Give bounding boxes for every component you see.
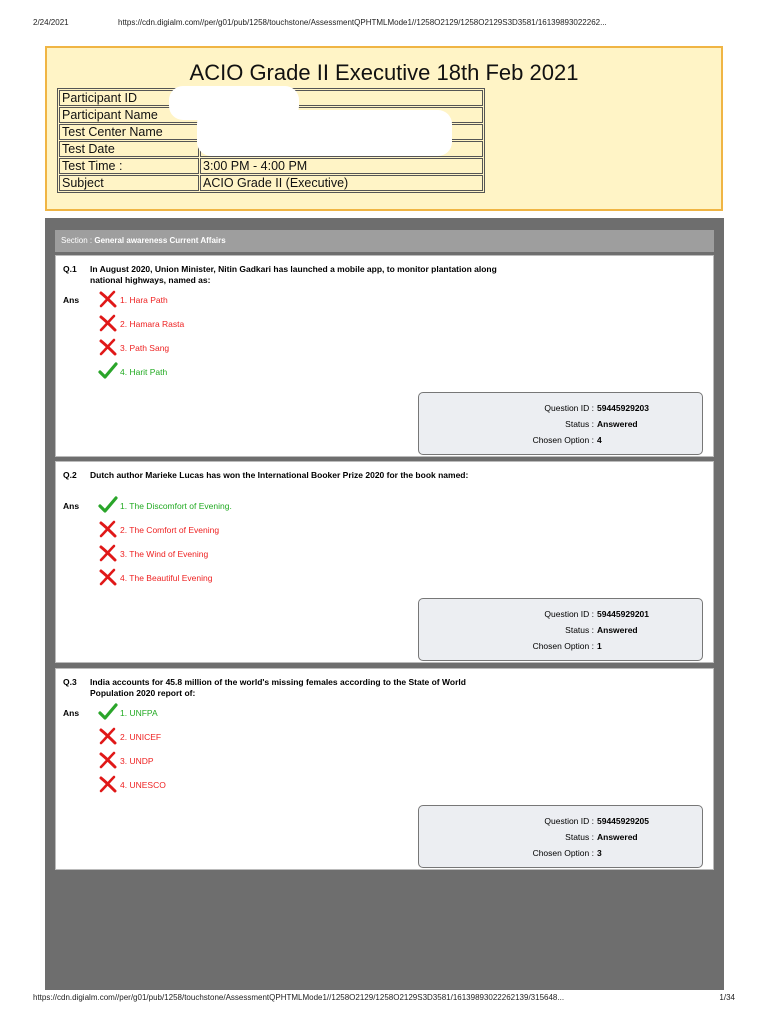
red-cross-icon	[98, 520, 120, 540]
option-text: 3. Path Sang	[120, 343, 170, 353]
green-check-icon	[98, 703, 120, 723]
answer-option	[98, 776, 166, 794]
section-bar	[55, 230, 714, 252]
info-label: Participant Name	[59, 107, 199, 123]
question-number: Q.1	[63, 264, 77, 274]
status-row: Status : Answered	[565, 419, 638, 429]
answer-option	[98, 497, 232, 515]
question-card	[55, 255, 714, 457]
section-prefix: Section :	[61, 236, 95, 245]
status-row: Status : Answered	[565, 625, 638, 635]
status-row: Status : Answered	[565, 832, 638, 842]
answer-option	[98, 752, 154, 770]
option-text: 2. UNICEF	[120, 732, 162, 742]
answer-option	[98, 521, 219, 539]
option-text: 1. UNFPA	[120, 708, 158, 718]
answer-label: Ans	[63, 708, 80, 718]
red-cross-icon	[98, 314, 120, 334]
question-id-row: Question ID : 59445929203	[544, 403, 650, 413]
question-id-row: Question ID : 59445929201	[544, 609, 650, 619]
option-text: 2. Hamara Rasta	[120, 319, 185, 329]
red-cross-icon	[98, 338, 120, 358]
option-text: 1. Hara Path	[120, 295, 168, 305]
chosen-option-row: Chosen Option : 4	[532, 435, 602, 445]
questions-panel	[45, 218, 724, 990]
answer-option	[98, 315, 184, 333]
question-id-row: Question ID : 59445929205	[544, 816, 650, 826]
option-text: 4. Harit Path	[120, 367, 168, 377]
option-text: 4. UNESCO	[120, 780, 166, 790]
answer-option	[98, 363, 167, 381]
status-value: Answered	[597, 625, 638, 635]
question-card	[55, 461, 714, 663]
answer-option	[98, 339, 169, 357]
status-value: Answered	[597, 832, 638, 842]
red-cross-icon	[98, 727, 120, 747]
red-cross-icon	[98, 544, 120, 564]
question-id: 59445929201	[597, 609, 650, 619]
question-info-box	[418, 805, 703, 868]
red-cross-icon	[98, 568, 120, 588]
chosen-option-row: Chosen Option : 1	[532, 641, 602, 651]
chosen-option: 1	[597, 641, 602, 651]
question-number: Q.3	[63, 677, 77, 687]
question-text: Dutch author Marieke Lucas has won the International Booker Prize 2020 for the book named:	[90, 470, 469, 480]
question-id: 59445929203	[597, 403, 650, 413]
question-info-box	[418, 598, 703, 661]
chosen-option: 3	[597, 848, 602, 858]
option-text: 2. The Comfort of Evening	[120, 525, 220, 535]
section-name: General awareness Current Affairs	[94, 236, 226, 245]
red-cross-icon	[98, 751, 120, 771]
answer-option	[98, 728, 161, 746]
answer-option	[98, 569, 212, 587]
answer-option	[98, 291, 168, 309]
question-card	[55, 668, 714, 870]
exam-header-box	[45, 46, 723, 211]
red-cross-icon	[98, 775, 120, 795]
print-date: 2/24/2021	[33, 18, 69, 27]
question-number: Q.2	[63, 470, 77, 480]
exam-title: ACIO Grade II Executive 18th Feb 2021	[189, 60, 579, 85]
question-text: In August 2020, Union Minister, Nitin Gadkari has launched a mobile app, to monitor plantation along national highways, named as:	[90, 264, 497, 285]
option-text: 1. The Discomfort of Evening.	[120, 501, 232, 511]
green-check-icon	[98, 362, 120, 382]
answer-option	[98, 704, 158, 722]
answer-label: Ans	[63, 501, 80, 511]
print-url: https://cdn.digialm.com//per/g01/pub/1258/touchstone/AssessmentQPHTMLMode1//1258O2129/1258O2129S3D3581/16139893022262...	[118, 18, 607, 27]
print-header	[33, 18, 735, 32]
footer-url: https://cdn.digialm.com//per/g01/pub/1258/touchstone/AssessmentQPHTMLMode1//1258O2129/1258O2129S3D3581/16139893022262139/315648...	[33, 993, 565, 1002]
answer-option	[98, 545, 208, 563]
option-text: 3. UNDP	[120, 756, 154, 766]
status-value: Answered	[597, 419, 638, 429]
print-footer	[33, 993, 735, 1007]
option-text: 3. The Wind of Evening	[120, 549, 209, 559]
info-label: Test Date	[59, 141, 199, 157]
question-text: India accounts for 45.8 million of the world's missing females according to the State of World Population 2020 report of:	[90, 677, 466, 698]
info-label: Participant ID	[59, 90, 199, 106]
chosen-option-row: Chosen Option : 3	[532, 848, 602, 858]
question-id: 59445929205	[597, 816, 650, 826]
redaction-mark	[197, 110, 452, 156]
red-cross-icon	[98, 290, 120, 310]
question-info-box	[418, 392, 703, 455]
option-text: 4. The Beautiful Evening	[120, 573, 213, 583]
chosen-option: 4	[597, 435, 602, 445]
answer-label: Ans	[63, 295, 80, 305]
info-label: Test Time :	[59, 158, 199, 174]
info-label: Subject	[59, 175, 199, 191]
info-value: ACIO Grade II (Executive)	[200, 175, 483, 191]
info-label: Test Center Name	[59, 124, 199, 140]
info-row	[59, 175, 483, 191]
info-row	[59, 158, 483, 174]
page-number: 1/34	[719, 993, 735, 1002]
info-value: 3:00 PM - 4:00 PM	[200, 158, 483, 174]
green-check-icon	[98, 496, 120, 516]
